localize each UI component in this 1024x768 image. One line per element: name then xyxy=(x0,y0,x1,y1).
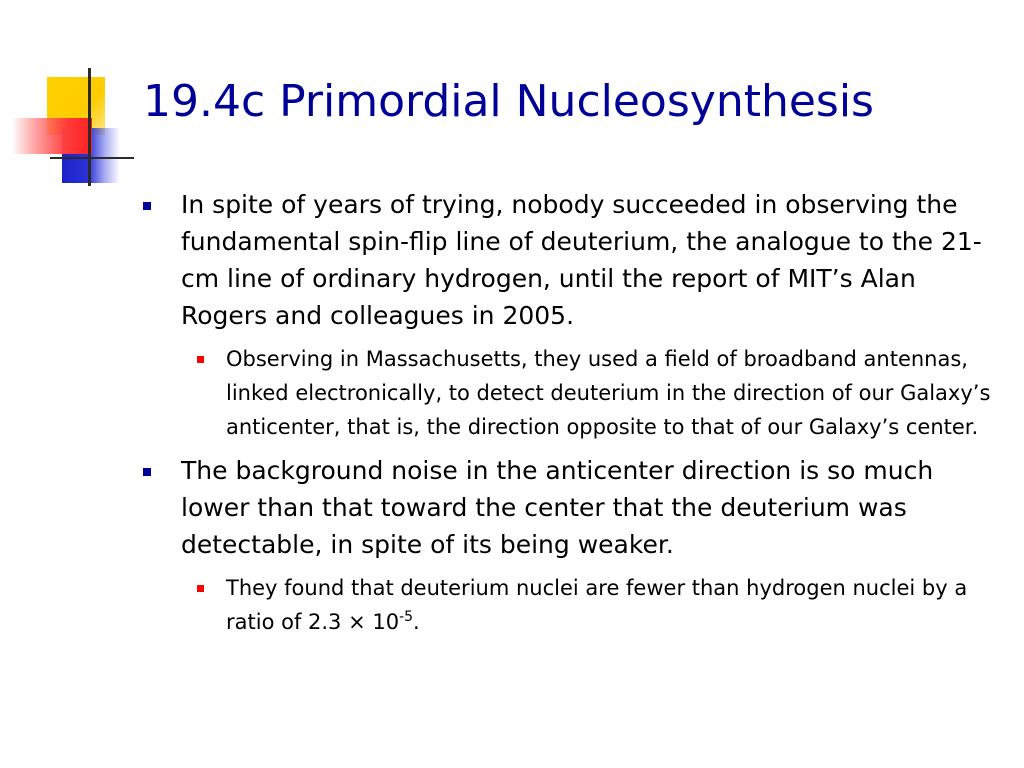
slide-body xyxy=(140,186,1000,647)
bullet-text: In spite of years of trying, nobody succeeded in observing the fundamental spin-flip line of deuterium, the analogue to the 21-cm line of ordinary hydrogen, until the report of MIT’s Alan Rogers and colleagues in 2005. xyxy=(181,190,982,330)
bullet-text: The background noise in the anticenter direction is so much lower than that toward the center that the deuterium was detectable, in spite of its being weaker. xyxy=(181,456,934,559)
exponent: -5 xyxy=(399,609,414,625)
bullet-item xyxy=(140,452,1000,563)
sub-bullet-text: Observing in Massachusetts, they used a field of broadband antennas, linked electronically, to detect deuterium in the direction of our Galaxy’s anticenter, that is, the direction opposite to that of our Galaxy’s center. xyxy=(226,347,991,439)
square-bullet-icon xyxy=(143,202,151,210)
square-bullet-icon xyxy=(197,585,204,592)
bullet-item xyxy=(140,186,1000,334)
sub-bullet-item xyxy=(182,342,1000,444)
sub-bullet-text xyxy=(226,576,967,634)
slide-title: 19.4c Primordial Nucleosynthesis xyxy=(143,76,874,127)
square-bullet-icon xyxy=(197,356,204,363)
logo-red-square xyxy=(12,118,92,154)
logo-horizontal-line xyxy=(50,157,134,159)
sub-bullet-item xyxy=(182,571,1000,639)
logo-vertical-line xyxy=(88,68,91,186)
sub-bullet-text-main: They found that deuterium nuclei are fewer than hydrogen nuclei by a ratio of 2.3 × 10 xyxy=(226,576,968,634)
sub-bullet-text-end: . xyxy=(413,610,420,634)
square-bullet-icon xyxy=(143,468,151,476)
slide-logo-icon xyxy=(0,0,150,200)
